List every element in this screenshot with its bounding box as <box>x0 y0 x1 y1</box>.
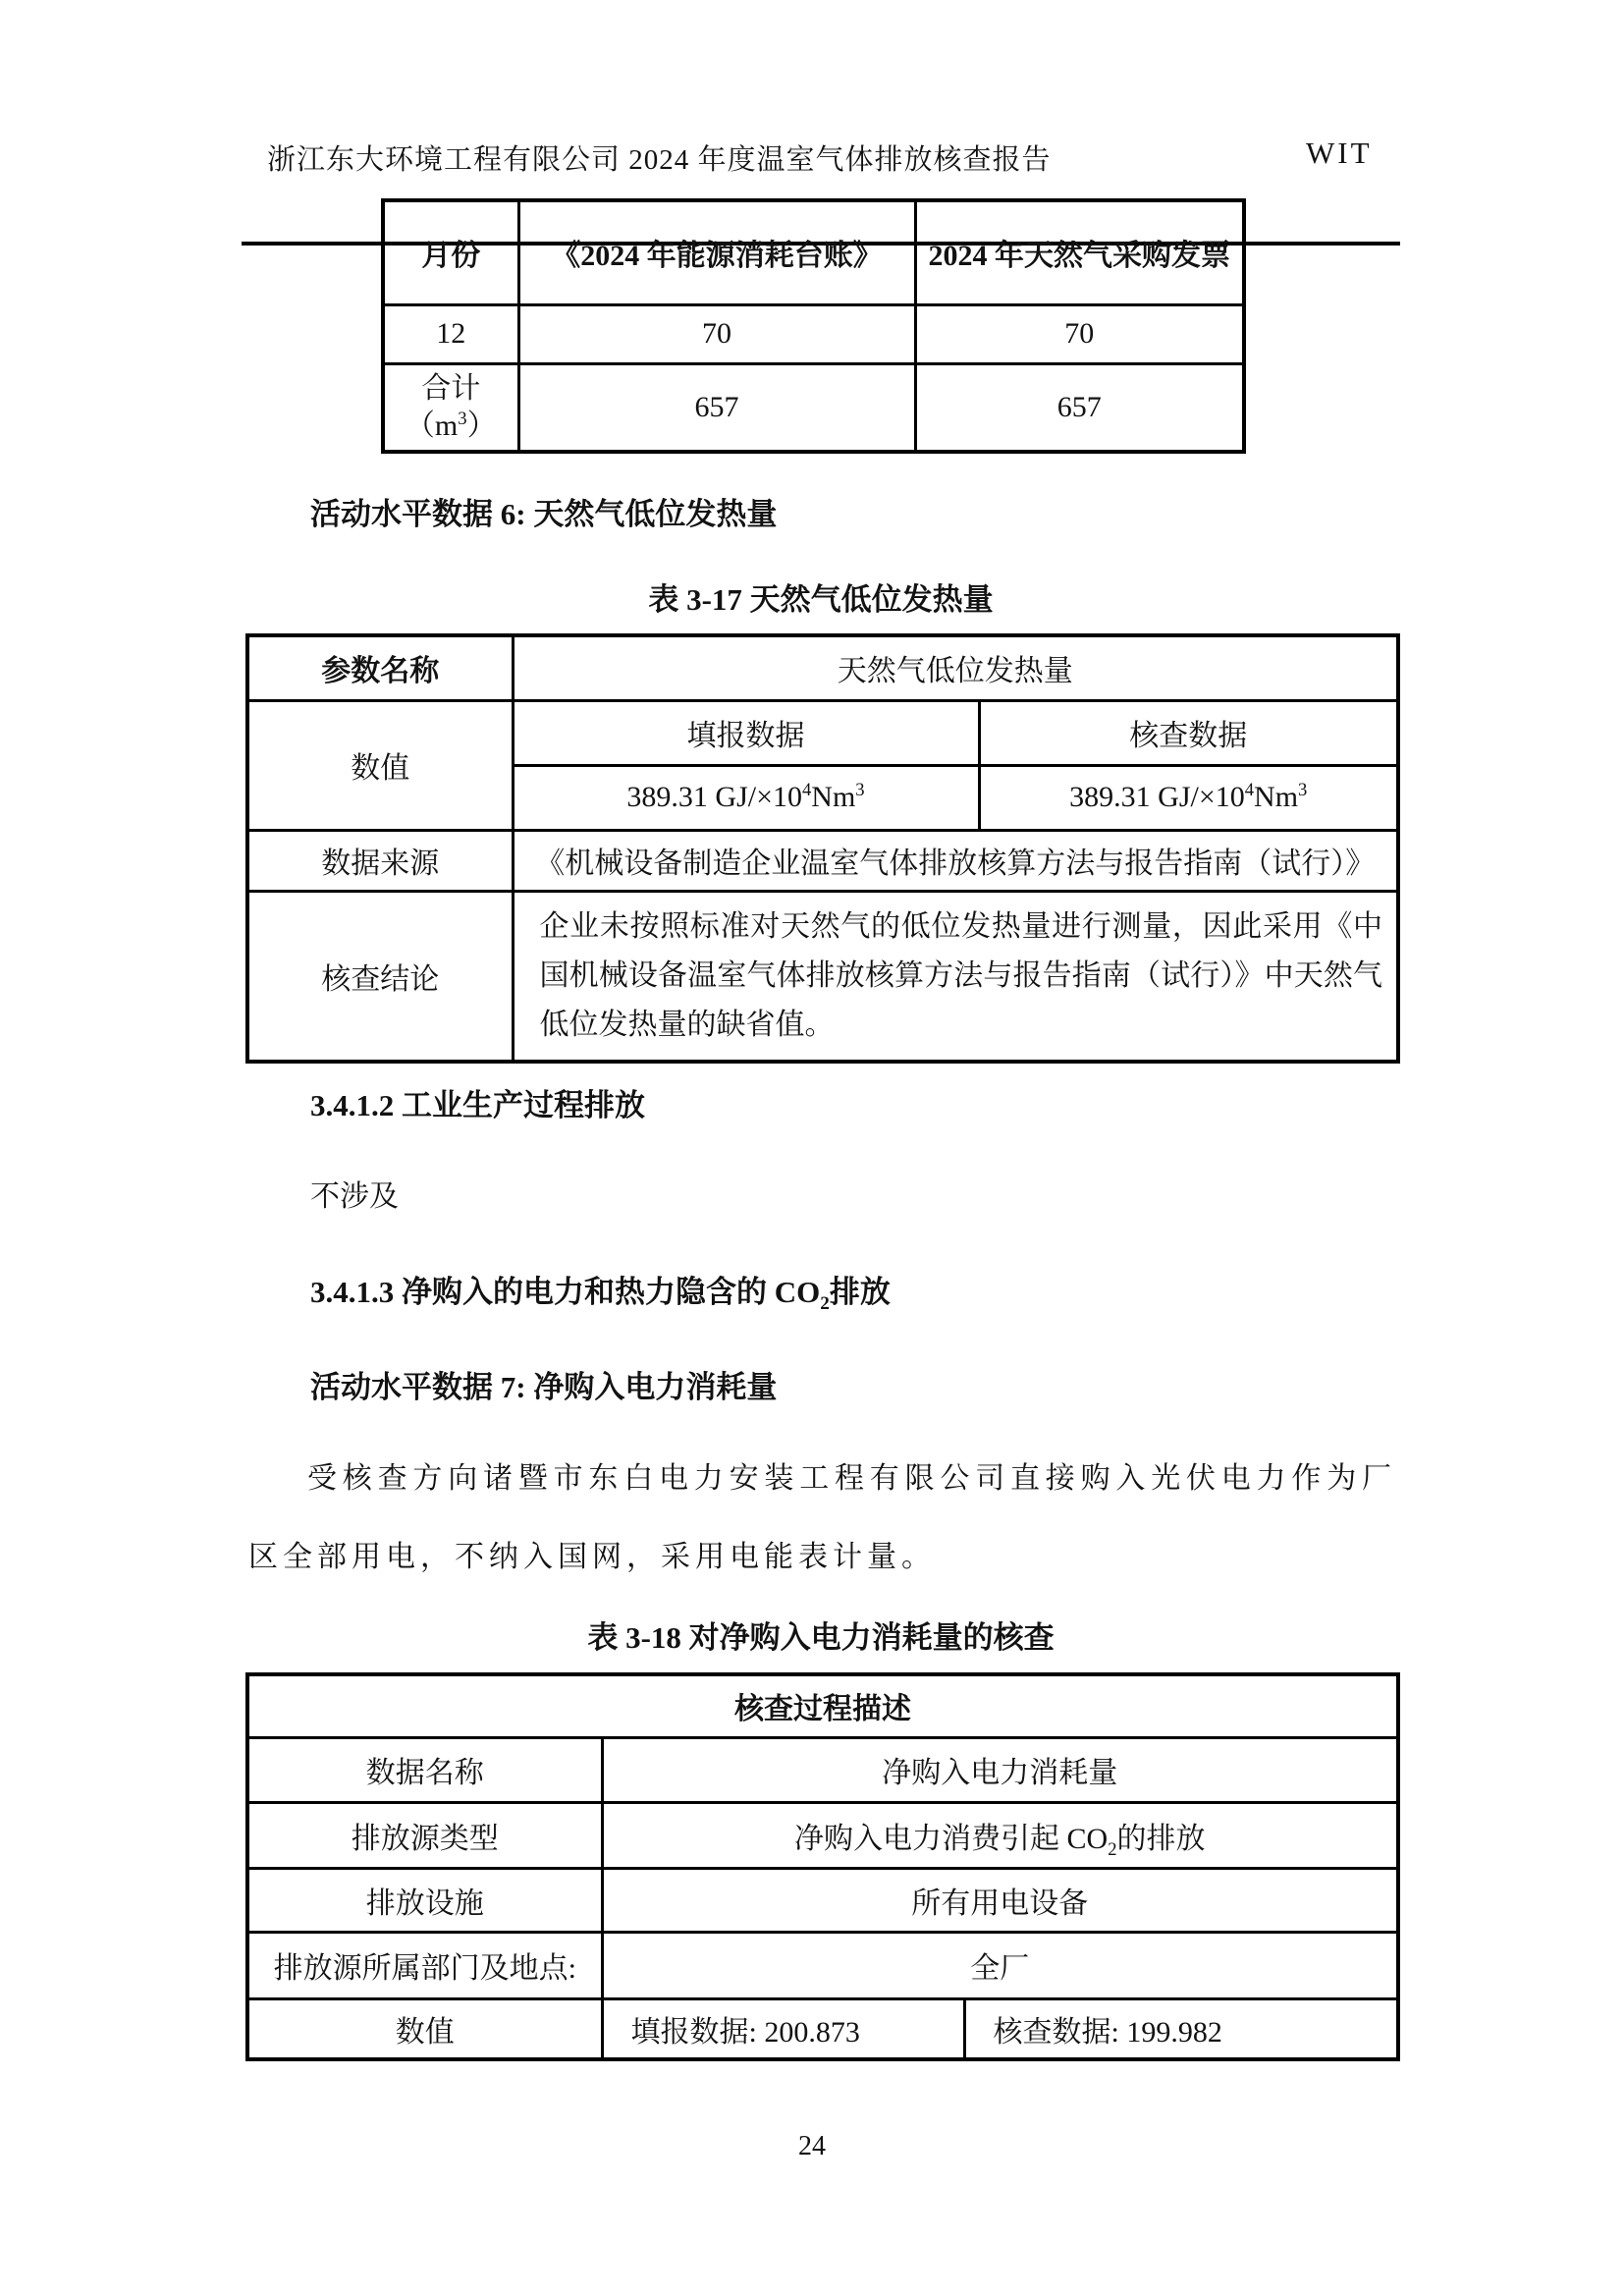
facility-value: 所有用电设备 <box>602 1868 1398 1932</box>
dept-row <box>247 1932 1398 1998</box>
param-row <box>247 635 1398 700</box>
reported-value-unit: Nm <box>811 781 856 813</box>
dept-value: 全厂 <box>602 1932 1398 1998</box>
conclusion-row <box>247 891 1398 1062</box>
heading-3-4-1-3-tail: 排放 <box>829 1275 891 1309</box>
conclusion-label: 核查结论 <box>247 891 513 1062</box>
heading-activity-data-6: 活动水平数据 6: 天然气低位发热量 <box>310 497 778 531</box>
invoice-value: 70 <box>915 304 1244 363</box>
source-type-sub: 2 <box>1108 1838 1117 1860</box>
process-header-row <box>247 1674 1398 1737</box>
source-value: 《机械设备制造企业温室气体排放核算方法与报告指南（试行）》 <box>513 830 1398 891</box>
total-label-line2: （m <box>405 409 459 442</box>
source-type-value <box>602 1802 1398 1868</box>
verified-value <box>979 765 1398 830</box>
heading-3-4-1-3-text: 3.4.1.3 净购入的电力和热力隐含的 CO <box>310 1275 821 1309</box>
month-value: 12 <box>383 304 518 363</box>
value-row-label: 数值 <box>247 1998 602 2059</box>
total-label-sup: 3 <box>458 408 467 429</box>
header-brand: WIT <box>1306 136 1373 170</box>
reported-value-text: 389.31 GJ/×10 <box>626 781 802 813</box>
total-label-close: ） <box>466 409 497 442</box>
heading-activity-data-7: 活动水平数据 7: 净购入电力消耗量 <box>310 1370 778 1404</box>
data-name-value: 净购入电力消耗量 <box>602 1737 1398 1802</box>
verified-value-text: 389.31 GJ/×10 <box>1069 781 1245 813</box>
col-ledger: 《2024 年能源消耗台账》 <box>518 200 915 304</box>
table-header-row <box>383 200 1244 304</box>
reported-data-value: 填报数据: 200.873 <box>602 1998 964 2059</box>
heading-3-4-1-3 <box>310 1267 891 1315</box>
col-month: 月份 <box>383 200 518 304</box>
source-type-row <box>247 1802 1398 1868</box>
reported-value <box>513 765 979 830</box>
source-label: 数据来源 <box>247 830 513 891</box>
verified-value-unit: Nm <box>1254 781 1299 813</box>
data-name-label: 数据名称 <box>247 1737 602 1802</box>
monthly-gas-table <box>381 198 1246 454</box>
table-3-17-caption: 表 3-17 天然气低位发热量 <box>648 582 994 617</box>
dept-label: 排放源所属部门及地点: <box>247 1932 602 1998</box>
col-invoice: 2024 年天然气采购发票 <box>915 200 1244 304</box>
param-value: 天然气低位发热量 <box>513 635 1398 700</box>
reported-value-sup3: 3 <box>855 780 865 800</box>
heading-3-4-1-2: 3.4.1.2 工业生产过程排放 <box>310 1088 645 1122</box>
purchased-power-paragraph: 受核查方向诸暨市东白电力安装工程有限公司直接购入光伏电力作为厂区全部用电，不纳入国网，采用电能表计量。 <box>248 1462 1396 1573</box>
reported-value-sup4: 4 <box>802 780 812 800</box>
total-ledger-value: 657 <box>518 363 915 452</box>
table-total-row <box>383 363 1244 452</box>
verified-value-sup3: 3 <box>1298 780 1308 800</box>
value-row <box>247 1998 1398 2059</box>
source-type-tail: 的排放 <box>1116 1822 1206 1855</box>
table-3-18-caption: 表 3-18 对净购入电力消耗量的核查 <box>587 1620 1055 1655</box>
conclusion-value: 企业未按照标准对天然气的低位发热量进行测量，因此采用《中国机械设备温室气体排放核算方法与报告指南（试行）》中天然气低位发热量的缺省值。 <box>513 891 1398 1062</box>
ledger-value: 70 <box>518 304 915 363</box>
header-title: 浙江东大环境工程有限公司 2024 年度温室气体排放核查报告 <box>267 144 1052 176</box>
value-label: 数值 <box>247 700 513 830</box>
table-row <box>383 304 1244 363</box>
source-type-text: 净购入电力消费引起 CO <box>794 1822 1109 1855</box>
verified-label: 核查数据 <box>979 700 1398 765</box>
facility-row <box>247 1868 1398 1932</box>
source-row <box>247 830 1398 891</box>
page-number: 24 <box>798 2131 826 2161</box>
table-3-17 <box>245 633 1400 1064</box>
process-header: 核查过程描述 <box>247 1674 1398 1737</box>
data-name-row <box>247 1737 1398 1802</box>
facility-label: 排放设施 <box>247 1868 602 1932</box>
total-label-line1: 合计 <box>421 371 481 405</box>
heading-3-4-1-3-sub: 2 <box>820 1293 830 1315</box>
value-header-row <box>247 700 1398 765</box>
reported-label: 填报数据 <box>513 700 979 765</box>
source-type-label: 排放源类型 <box>247 1802 602 1868</box>
param-label: 参数名称 <box>247 635 513 700</box>
verified-data-value: 核查数据: 199.982 <box>964 1998 1398 2059</box>
verified-value-sup4: 4 <box>1244 780 1255 800</box>
table-3-18 <box>245 1672 1400 2061</box>
total-label <box>383 363 518 452</box>
total-invoice-value: 657 <box>915 363 1244 452</box>
not-involved-text: 不涉及 <box>310 1180 399 1213</box>
